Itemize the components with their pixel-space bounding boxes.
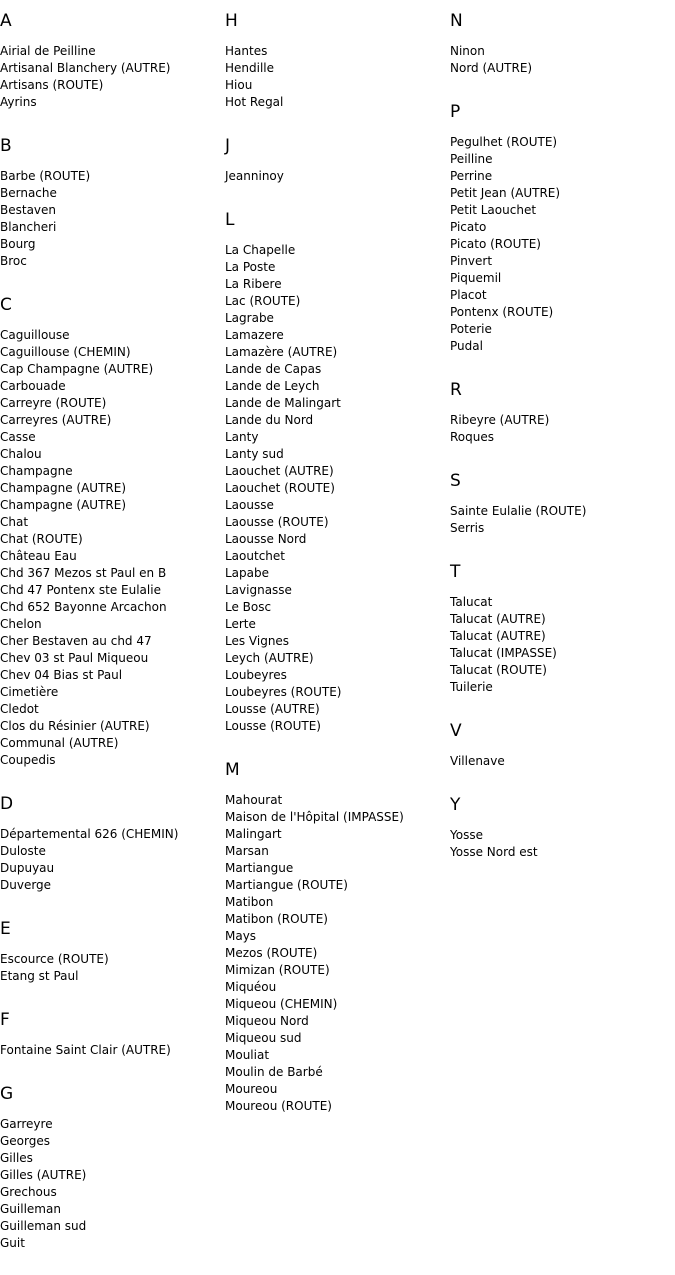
street-link[interactable]: Broc — [0, 254, 27, 268]
street-link[interactable]: Mahourat — [225, 793, 283, 807]
letter-heading: B — [0, 136, 12, 156]
street-link[interactable]: Miqueou (CHEMIN) — [225, 997, 338, 1011]
letter-section — [0, 134, 225, 270]
letter-section — [450, 469, 675, 537]
street-link[interactable]: Carreyres (AUTRE) — [0, 413, 112, 427]
street-link[interactable]: Chd 652 Bayonne Arcachon — [0, 600, 167, 614]
street-link[interactable]: Lanty sud — [225, 447, 284, 461]
street-link[interactable]: Lamazere — [225, 328, 284, 342]
street-link[interactable]: Chat — [0, 515, 29, 529]
street-link[interactable]: Pontenx (ROUTE) — [450, 305, 554, 319]
street-link[interactable]: Tuilerie — [450, 680, 493, 694]
street-link[interactable]: Carreyre (ROUTE) — [0, 396, 107, 410]
letter-section — [0, 1008, 225, 1059]
street-link[interactable]: Chalou — [0, 447, 42, 461]
street-link[interactable]: Les Vignes — [225, 634, 290, 648]
street-link[interactable]: Lousse (ROUTE) — [225, 719, 321, 733]
street-link[interactable]: Roques — [450, 430, 494, 444]
street-list — [450, 753, 675, 770]
street-link[interactable]: Malingart — [225, 827, 282, 841]
street-link[interactable]: Garreyre — [0, 1117, 53, 1131]
street-link[interactable]: Petit Jean (AUTRE) — [450, 186, 561, 200]
letter-heading: Y — [450, 795, 461, 815]
street-link[interactable]: Lac (ROUTE) — [225, 294, 301, 308]
street-link[interactable]: Laousse (ROUTE) — [225, 515, 329, 529]
letter-heading: C — [0, 295, 12, 315]
street-link[interactable]: Fontaine Saint Clair (AUTRE) — [0, 1043, 171, 1057]
letter-heading: D — [0, 794, 14, 814]
letter-heading: R — [450, 380, 462, 400]
street-link[interactable]: Duverge — [0, 878, 52, 892]
street-list — [450, 43, 675, 77]
street-link[interactable]: Ayrins — [0, 95, 37, 109]
street-link[interactable]: Chd 47 Pontenx ste Eulalie — [0, 583, 161, 597]
street-link[interactable]: Laousse Nord — [225, 532, 307, 546]
letter-section — [225, 758, 450, 1115]
street-link[interactable]: Pegulhet (ROUTE) — [450, 135, 558, 149]
index-column-3 — [450, 9, 675, 884]
street-link[interactable]: Coupedis — [0, 753, 56, 767]
street-list — [0, 43, 225, 111]
street-list — [0, 168, 225, 270]
street-link[interactable]: La Ribere — [225, 277, 282, 291]
letter-section — [450, 719, 675, 770]
street-link[interactable]: Laouchet (ROUTE) — [225, 481, 335, 495]
street-link[interactable]: Petit Laouchet — [450, 203, 537, 217]
street-link[interactable]: Matibon (ROUTE) — [225, 912, 328, 926]
street-link[interactable]: Dupuyau — [0, 861, 55, 875]
street-link[interactable]: Lagrabe — [225, 311, 274, 325]
street-link[interactable]: Escource (ROUTE) — [0, 952, 109, 966]
street-link[interactable]: Mays — [225, 929, 257, 943]
letter-section — [0, 917, 225, 985]
street-link[interactable]: Cap Champagne (AUTRE) — [0, 362, 154, 376]
street-link[interactable]: Lamazère (AUTRE) — [225, 345, 338, 359]
index-column-1 — [0, 9, 225, 1275]
letter-heading: N — [450, 11, 463, 31]
street-link[interactable]: Chev 03 st Paul Miqueou — [0, 651, 149, 665]
letter-heading: V — [450, 721, 462, 741]
street-link[interactable]: Artisans (ROUTE) — [0, 78, 104, 92]
letter-heading: F — [0, 1010, 10, 1030]
street-link[interactable]: Lousse (AUTRE) — [225, 702, 320, 716]
street-link[interactable]: Bernache — [0, 186, 57, 200]
street-link[interactable]: Laoutchet — [225, 549, 285, 563]
street-link[interactable]: Cimetière — [0, 685, 59, 699]
street-link[interactable]: Perrine — [450, 169, 493, 183]
letter-section — [450, 100, 675, 355]
street-link[interactable]: Talucat (AUTRE) — [450, 612, 546, 626]
street-link[interactable]: Moulin de Barbé — [225, 1065, 323, 1079]
street-link[interactable]: Talucat (IMPASSE) — [450, 646, 557, 660]
street-link[interactable]: Loubeyres — [225, 668, 287, 682]
street-list — [0, 826, 225, 894]
street-list — [450, 594, 675, 696]
street-link[interactable]: Talucat (ROUTE) — [450, 663, 547, 677]
street-link[interactable]: Villenave — [450, 754, 505, 768]
street-link[interactable]: Chelon — [0, 617, 42, 631]
street-link[interactable]: Chat (ROUTE) — [0, 532, 83, 546]
letter-heading: A — [0, 11, 12, 31]
street-list — [225, 168, 450, 185]
street-link[interactable]: La Poste — [225, 260, 276, 274]
street-link[interactable]: Lerte — [225, 617, 256, 631]
street-link[interactable]: Pinvert — [450, 254, 493, 268]
letter-section — [450, 793, 675, 861]
street-link[interactable]: Le Bosc — [225, 600, 272, 614]
street-link[interactable]: Caguillouse — [0, 328, 70, 342]
street-link[interactable]: Maison de l'Hôpital (IMPASSE) — [225, 810, 404, 824]
street-link[interactable]: Mezos (ROUTE) — [225, 946, 318, 960]
street-link[interactable]: Lapabe — [225, 566, 270, 580]
letter-heading: J — [225, 136, 231, 156]
street-link[interactable]: Bourg — [0, 237, 36, 251]
street-link[interactable]: Jeanninoy — [225, 169, 284, 183]
street-link[interactable]: Duloste — [0, 844, 46, 858]
street-link[interactable]: Hot Regal — [225, 95, 284, 109]
street-link[interactable]: Etang st Paul — [0, 969, 79, 983]
street-link[interactable]: Départemental 626 (CHEMIN) — [0, 827, 179, 841]
letter-heading: M — [225, 760, 240, 780]
street-list — [0, 1116, 225, 1252]
letter-section — [450, 378, 675, 446]
street-link[interactable]: Barbe (ROUTE) — [0, 169, 91, 183]
letter-section — [450, 9, 675, 77]
street-link[interactable]: Cledot — [0, 702, 39, 716]
street-link[interactable]: Champagne (AUTRE) — [0, 498, 127, 512]
street-list — [225, 242, 450, 735]
street-link[interactable]: Miqueou sud — [225, 1031, 302, 1045]
street-link[interactable]: Piquemil — [450, 271, 502, 285]
street-link[interactable]: Marsan — [225, 844, 269, 858]
letter-section — [225, 208, 450, 735]
street-link[interactable]: Picato (ROUTE) — [450, 237, 541, 251]
street-link[interactable]: Talucat — [450, 595, 493, 609]
street-link[interactable]: Moureou — [225, 1082, 278, 1096]
street-link[interactable]: Peilline — [450, 152, 493, 166]
street-list — [450, 503, 675, 537]
street-link[interactable]: Matibon — [225, 895, 274, 909]
street-link[interactable]: Laousse — [225, 498, 274, 512]
street-link[interactable]: Hendille — [225, 61, 275, 75]
street-link[interactable]: Château Eau — [0, 549, 77, 563]
street-link[interactable]: Bestaven — [0, 203, 57, 217]
street-link[interactable]: Nord (AUTRE) — [450, 61, 533, 75]
street-link[interactable]: Pudal — [450, 339, 483, 353]
street-link[interactable]: Communal (AUTRE) — [0, 736, 119, 750]
letter-heading: L — [225, 210, 235, 230]
street-link[interactable]: Sainte Eulalie (ROUTE) — [450, 504, 587, 518]
street-link[interactable]: Lande de Capas — [225, 362, 322, 376]
street-link[interactable]: Laouchet (AUTRE) — [225, 464, 334, 478]
street-link[interactable]: Miqueou Nord — [225, 1014, 309, 1028]
street-list — [0, 1042, 225, 1059]
street-link[interactable]: Artisanal Blanchery (AUTRE) — [0, 61, 171, 75]
street-link[interactable]: Champagne (AUTRE) — [0, 481, 127, 495]
street-link[interactable]: Talucat (AUTRE) — [450, 629, 546, 643]
street-link[interactable]: Moureou (ROUTE) — [225, 1099, 332, 1113]
street-link[interactable]: Chd 367 Mezos st Paul en B — [0, 566, 167, 580]
letter-section — [450, 560, 675, 696]
street-link[interactable]: Poterie — [450, 322, 492, 336]
street-link[interactable]: Yosse — [450, 828, 483, 842]
street-link[interactable]: Martiangue — [225, 861, 294, 875]
letter-heading: H — [225, 11, 238, 31]
street-list — [225, 43, 450, 111]
street-link[interactable]: Miquéou — [225, 980, 277, 994]
street-link[interactable]: Ninon — [450, 44, 485, 58]
street-link[interactable]: Lanty — [225, 430, 259, 444]
letter-section — [0, 293, 225, 769]
street-link[interactable]: Grechous — [0, 1185, 57, 1199]
index-column-2 — [225, 9, 450, 1138]
street-list — [0, 951, 225, 985]
street-list — [450, 412, 675, 446]
street-link[interactable]: Carbouade — [0, 379, 66, 393]
street-link[interactable]: Cher Bestaven au chd 47 — [0, 634, 152, 648]
letter-heading: G — [0, 1084, 14, 1104]
street-link[interactable]: Ribeyre (AUTRE) — [450, 413, 550, 427]
letter-heading: T — [450, 562, 461, 582]
street-link[interactable]: Airial de Peilline — [0, 44, 96, 58]
letter-section — [225, 134, 450, 185]
street-link[interactable]: Guilleman sud — [0, 1219, 87, 1233]
letter-section — [225, 9, 450, 111]
street-link[interactable]: Guilleman — [0, 1202, 61, 1216]
street-link[interactable]: Champagne — [0, 464, 73, 478]
street-link[interactable]: Chev 04 Bias st Paul — [0, 668, 123, 682]
letter-heading: S — [450, 471, 461, 491]
street-link[interactable]: Martiangue (ROUTE) — [225, 878, 348, 892]
street-link[interactable]: Lande de Leych — [225, 379, 320, 393]
street-link[interactable]: Placot — [450, 288, 487, 302]
street-list — [0, 327, 225, 769]
letter-section — [0, 1082, 225, 1252]
street-link[interactable]: Lavignasse — [225, 583, 292, 597]
letter-section — [0, 9, 225, 111]
street-link[interactable]: Serris — [450, 521, 485, 535]
street-link[interactable]: Blancheri — [0, 220, 57, 234]
letter-section — [0, 792, 225, 894]
street-list — [450, 827, 675, 861]
street-list — [450, 134, 675, 355]
street-link[interactable]: Casse — [0, 430, 36, 444]
street-link[interactable]: Picato — [450, 220, 487, 234]
street-link[interactable]: Lande du Nord — [225, 413, 314, 427]
street-list — [225, 792, 450, 1115]
street-link[interactable]: Guit — [0, 1236, 25, 1250]
street-link[interactable]: Gilles (AUTRE) — [0, 1168, 87, 1182]
street-link[interactable]: Loubeyres (ROUTE) — [225, 685, 342, 699]
street-link[interactable]: Lande de Malingart — [225, 396, 341, 410]
street-link[interactable]: Leych (AUTRE) — [225, 651, 314, 665]
letter-heading: E — [0, 919, 11, 939]
street-link[interactable]: La Chapelle — [225, 243, 296, 257]
letter-heading: P — [450, 102, 461, 122]
street-link[interactable]: Georges — [0, 1134, 50, 1148]
street-link[interactable]: Hantes — [225, 44, 268, 58]
street-link[interactable]: Yosse Nord est — [450, 845, 538, 859]
street-link[interactable]: Gilles — [0, 1151, 33, 1165]
street-link[interactable]: Hiou — [225, 78, 253, 92]
street-link[interactable]: Mimizan (ROUTE) — [225, 963, 330, 977]
street-link[interactable]: Clos du Résinier (AUTRE) — [0, 719, 150, 733]
street-link[interactable]: Mouliat — [225, 1048, 270, 1062]
street-link[interactable]: Caguillouse (CHEMIN) — [0, 345, 131, 359]
